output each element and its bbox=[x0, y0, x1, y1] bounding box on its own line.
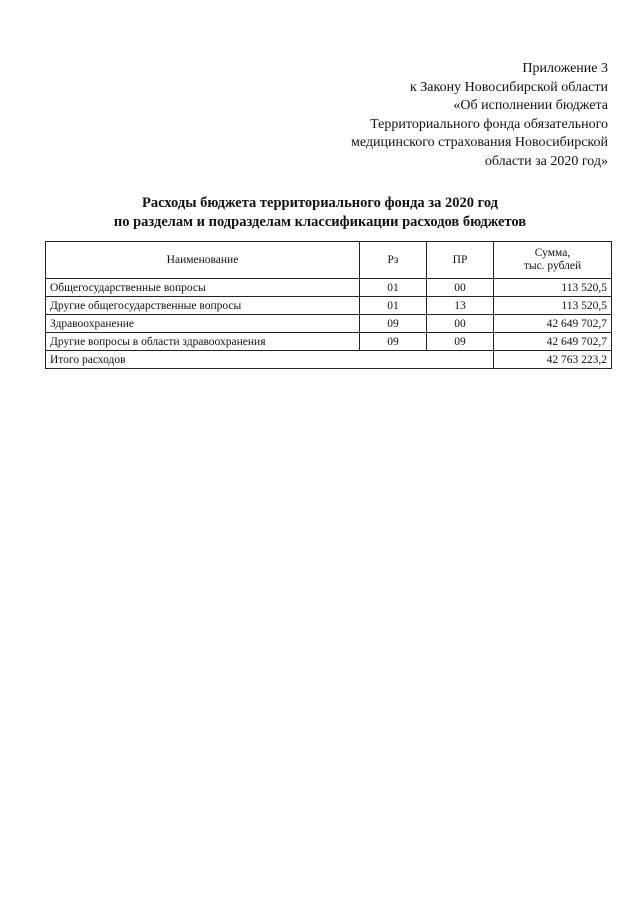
row-sum: 113 520,5 bbox=[494, 297, 612, 315]
row-sum: 42 649 702,7 bbox=[494, 333, 612, 351]
row-sum: 113 520,5 bbox=[494, 279, 612, 297]
title-line-2: по разделам и подразделам классификации расходов бюджетов bbox=[113, 213, 527, 230]
table-row bbox=[46, 315, 612, 333]
table-row bbox=[46, 333, 612, 351]
row-rz: 09 bbox=[360, 333, 427, 351]
row-name: Другие вопросы в области здравоохранения bbox=[46, 333, 360, 351]
appendix-header bbox=[351, 60, 608, 171]
row-sum: 42 649 702,7 bbox=[494, 315, 612, 333]
row-name: Здравоохранение bbox=[46, 315, 360, 333]
budget-table bbox=[45, 241, 612, 369]
total-sum: 42 763 223,2 bbox=[494, 351, 612, 369]
appendix-line: Приложение 3 bbox=[522, 61, 608, 76]
appendix-line: медицинского страхования Новосибирской bbox=[350, 135, 608, 150]
row-name: Общегосударственные вопросы bbox=[46, 279, 360, 297]
header-name: Наименование bbox=[46, 242, 360, 279]
appendix-line: области за 2020 год» bbox=[484, 153, 608, 169]
header-sum bbox=[494, 242, 612, 279]
appendix-line: Территориального фонда обязательного bbox=[370, 116, 608, 132]
row-pr: 09 bbox=[427, 333, 494, 351]
table-row bbox=[46, 279, 612, 297]
total-label: Итого расходов bbox=[46, 351, 494, 369]
row-name: Другие общегосударственные вопросы bbox=[46, 297, 360, 315]
title-line-1: Расходы бюджета территориального фонда за 2020 год bbox=[141, 195, 499, 211]
table-total-row bbox=[46, 351, 612, 369]
row-pr: 00 bbox=[427, 279, 494, 297]
header-sum-line-2: тыс. рублей bbox=[523, 260, 582, 272]
header-sum-line-1: Сумма, bbox=[534, 247, 571, 259]
row-pr: 00 bbox=[427, 315, 494, 333]
appendix-line: к Закону Новосибирской области bbox=[409, 79, 608, 95]
row-rz: 01 bbox=[360, 279, 427, 297]
row-pr: 13 bbox=[427, 297, 494, 315]
table-row bbox=[46, 297, 612, 315]
table-header-row bbox=[46, 242, 612, 279]
appendix-line: «Об исполнении бюджета bbox=[453, 98, 608, 113]
row-rz: 09 bbox=[360, 315, 427, 333]
header-rz: Рз bbox=[360, 242, 427, 279]
document-title bbox=[0, 194, 640, 231]
row-rz: 01 bbox=[360, 297, 427, 315]
header-pr: ПР bbox=[427, 242, 494, 279]
